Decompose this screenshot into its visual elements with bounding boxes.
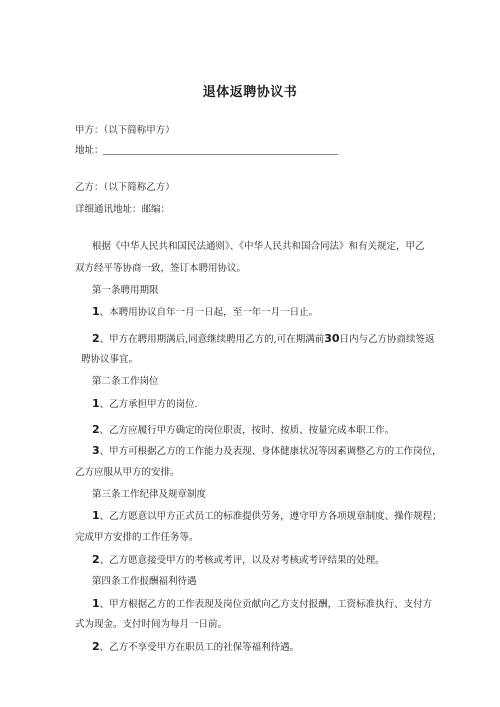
article-4-item-1-cont: 式为现金。支付时间为每月一日前。 xyxy=(75,619,228,630)
article-2-title: 第二条工作岗位 xyxy=(92,376,159,387)
item-text-post: 日内与乙方协商续签返 xyxy=(339,334,435,345)
item-number: 1 xyxy=(92,305,100,318)
item-text: 、本聘用协议自年一月一日起，至一年一月一日止。 xyxy=(99,307,319,318)
item-number: 1 xyxy=(92,509,100,522)
days-number: 30 xyxy=(324,332,340,345)
address-underline xyxy=(103,154,338,155)
article-2-item-1 xyxy=(92,397,198,412)
article-4-title: 第四条工作报酬福利待遇 xyxy=(92,576,197,587)
article-3-item-1-cont: 完成甲方安排的工作任务等。 xyxy=(75,532,199,543)
article-1-item-2 xyxy=(92,332,435,347)
item-number: 2 xyxy=(92,423,100,436)
item-number: 1 xyxy=(92,597,100,610)
item-text: 、乙方应履行甲方确定的岗位职责，按时、按质、按量完成本职工作。 xyxy=(99,425,395,436)
item-text: 、乙方愿意接受甲方的考核或考评，以及对考核或考评结果的处理。 xyxy=(99,555,385,566)
item-text: 、乙方承担甲方的岗位. xyxy=(99,399,198,410)
article-3-item-2 xyxy=(92,553,385,568)
intro-line-2: 双方经平等协商一致，签订本聘用协议。 xyxy=(75,263,247,274)
item-number: 1 xyxy=(92,397,100,410)
item-text-pre: 、甲方在聘用期满后,同意继续聘用乙方的,可在期满前 xyxy=(99,334,325,345)
item-number: 2 xyxy=(92,640,100,653)
item-text: 、乙方不享受甲方在职员工的社保等福利待遇。 xyxy=(99,642,300,653)
article-1-item-2-cont: 聘协议事宜。 xyxy=(81,354,139,365)
article-4-item-2 xyxy=(92,640,299,655)
item-text: 、甲方可根据乙方的工作能力及表现、身体健康状况等因素调整乙方的工作岗位， xyxy=(99,446,442,457)
article-2-item-3 xyxy=(92,444,442,459)
article-1-item-1 xyxy=(92,305,318,320)
party-a-line: 甲方：（以下简称甲方） xyxy=(75,125,175,136)
item-text: 、甲方根据乙方的工作表现及岗位贡献向乙方支付报酬，工资标准执行、支付方 xyxy=(99,599,433,610)
article-3-item-1 xyxy=(92,509,442,524)
intro-line-1: 根据《中华人民共和国民法通则》、《中华人民共和国合同法》和有关规定，甲乙 xyxy=(92,241,425,252)
address-label: 地址： xyxy=(75,145,104,156)
party-b-line: 乙方：（以下简称乙方） xyxy=(75,182,175,193)
article-1-title: 第一条聘用期限 xyxy=(92,285,159,296)
item-number: 3 xyxy=(92,444,100,457)
item-text: 、乙方愿意以甲方正式员工的标准提供劳务，遵守甲方各项规章制度、操作规程； xyxy=(99,511,442,522)
article-2-item-3-cont: 乙方应服从甲方的安排。 xyxy=(75,467,180,478)
document-title: 退体返聘协议书 xyxy=(202,85,298,100)
article-2-item-2 xyxy=(92,423,394,438)
article-3-title: 第三条工作纪律及规章制度 xyxy=(92,489,207,500)
contact-address-line: 详细通讯地址：邮编： xyxy=(75,204,171,215)
item-number: 2 xyxy=(92,332,100,345)
item-number: 2 xyxy=(92,553,100,566)
article-4-item-1 xyxy=(92,597,432,612)
